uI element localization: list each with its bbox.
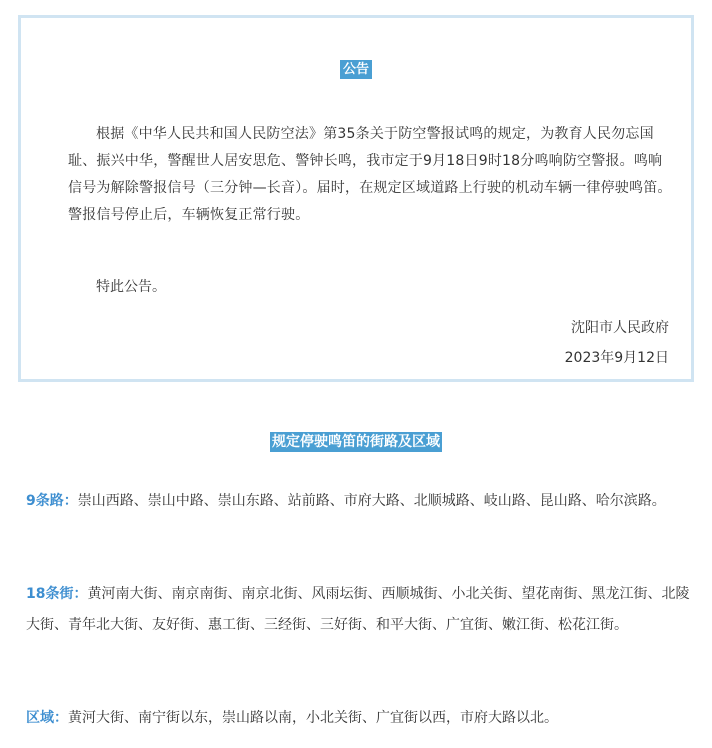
announcement-box <box>18 15 694 382</box>
route-group-label: 区域： <box>26 710 68 726</box>
issuer-name: 沈阳市人民政府 <box>571 320 669 336</box>
announcement-title: 公告 <box>340 60 372 79</box>
route-group-label: 9条路： <box>26 493 78 509</box>
route-group-area <box>26 703 696 734</box>
route-group-streets <box>26 579 696 641</box>
announcement-signature <box>565 313 669 373</box>
route-group-roads <box>26 486 696 517</box>
section-title: 规定停驶鸣笛的街路及区域 <box>272 434 440 450</box>
route-group-text: 黄河南大街、南京南街、南京北街、风雨坛街、西顺城街、小北关街、望花南街、黑龙江街、北陵大街、青年北大街、友好街、惠工街、三经街、三好街、和平大街、广宜街、嫩江街、松花江街。 <box>26 586 690 633</box>
route-group-text: 黄河大街、南宁街以东，崇山路以南，小北关街、广宜街以西，市府大路以北。 <box>68 710 558 726</box>
route-group-label: 18条街： <box>26 586 88 602</box>
announcement-closing: 特此公告。 <box>96 279 166 295</box>
route-group-text: 崇山西路、崇山中路、崇山东路、站前路、市府大路、北顺城路、岐山路、昆山路、哈尔滨路。 <box>77 493 666 509</box>
section-header <box>0 431 712 452</box>
announcement-body: 根据《中华人民共和国人民防空法》第35条关于防空警报试鸣的规定，为教育人民勿忘国耻、振兴中华，警醒世人居安思危、警钟长鸣，我市定于9月18日9时18分鸣响防空警报。鸣响信号为解除警报信号（三分钟—长音）。届时，在规定区域道路上行驶的机动车辆一律停驶鸣笛。警报信号停止后，车辆恢复正常行驶。 <box>68 126 672 223</box>
issue-date: 2023年9月12日 <box>564 350 669 366</box>
announcement-title-row <box>21 58 691 79</box>
